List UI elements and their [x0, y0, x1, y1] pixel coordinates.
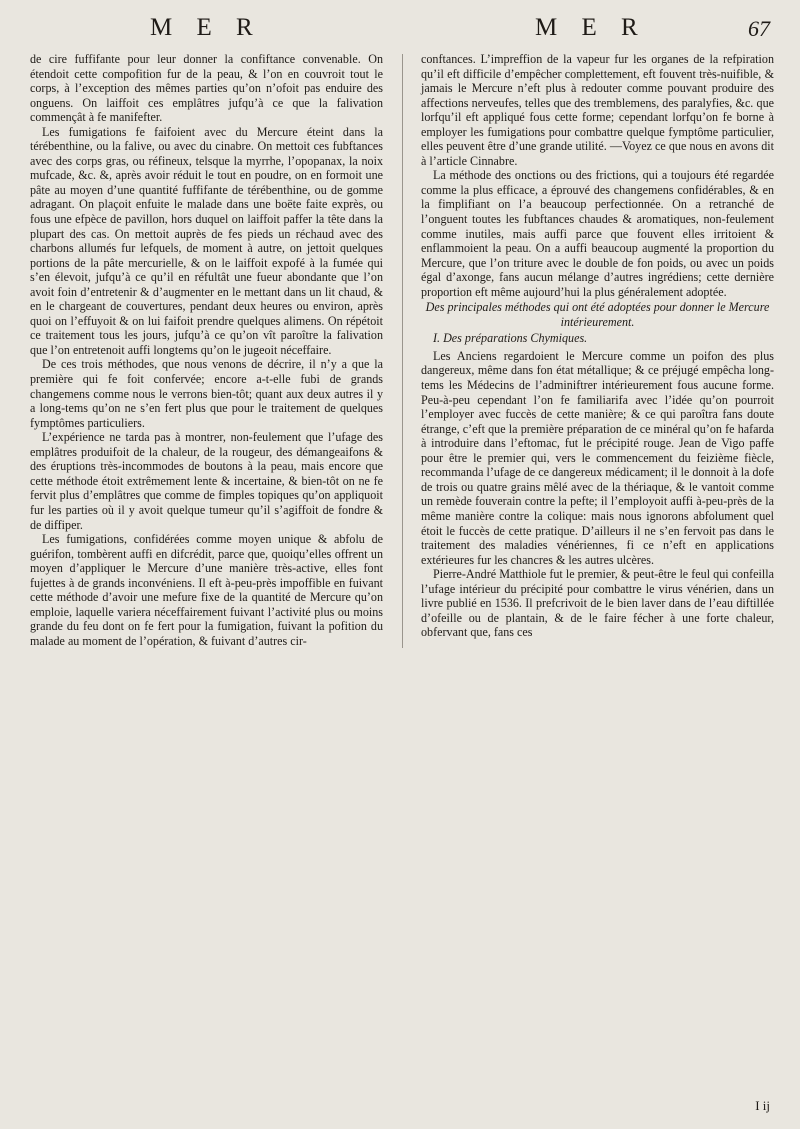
paragraph: de cire fuffifante pour leur donner la confiftance convenable. On étendoit cette compofition fur de la peau, & l’on en couvroit tout le corps, à l’exception des mêmes parties qu’on n’ofoit pas enduire des onguens. On laiffoit ces emplâtres jufqu’à ce que la falivation commençât à fe manifefter. [30, 52, 383, 125]
paragraph: Les Anciens regardoient le Mercure comme un poifon des plus dangereux, même dans fon état métallique; & ce préjugé empêcha long-tems les Médecins de l’adminiftrer intérieurement fous aucune forme. Peu-à-peu cependant l’on fe familiarifa avec l’idée qu’on pourroit l’employer avec fuccès de cette manière; & ce qui paroîtra fans doute étrange, c’eft que la première préparation de ce minéral qu’on fe hafarda à introduire dans l’eftomac, fut le précipité rouge. Jean de Vigo paffe pour être le premier qui, vers le commencement du feizième fiècle, recommanda l’ufage de ce dangereux médicament; il le donnoit à la dofe de trois ou quatre grains mêlé avec de la thériaque, & le vantoit comme un remède fouverain contre la pefte; il l’employoit auffi à-peu-près de la même manière contre la colique: mais nous ignorons abfolument quel étoit le fuccès de cette pratique. D’ailleurs il ne s’en fervoit pas dans le traitement des maladies vénériennes, fi ce n’eft en applications extérieures fur les chancres & les autres ulcères. [421, 348, 774, 567]
two-column-body [30, 52, 774, 648]
left-column [30, 52, 383, 648]
paragraph: De ces trois méthodes, que nous venons de décrire, il n’y a que la première qui fe foit confervée; encore a-t-elle fubi de grands changemens comme nous le verrons bien-tôt; quant aux deux autres il y a long-tems qu’on ne s’en fert plus que pour le traitement de quelques fymptômes particuliers. [30, 357, 383, 430]
paragraph: La méthode des onctions ou des frictions, qui a toujours été regardée comme la plus efficace, a éprouvé des changemens confidérables, & en la fimplifiant on l’a beaucoup perfectionnée. On a retranché de l’onguent toutes les fubftances chaudes & aromatiques, non-feulement comme inutiles, mais auffi parce que fouvent elles irritoient & enflammoient la peau. On a auffi beaucoup augmenté la proportion du Mercure, que l’on triture avec le double de fon poids, ou avec un poids égal d’axonge, fans aucun mélange d’autres ingrédiens; cette dernière proportion eft même aujourd’hui la plus généralement adoptée. [421, 168, 774, 299]
paragraph: Les fumigations, confidérées comme moyen unique & abfolu de guérifon, tombèrent auffi en difcrédit, parce que, quoiqu’elles offrent un moyen d’appliquer le Mercure d’une manière très-active, elles font fujettes à de grands inconvéniens. Il eft à-peu-près impoffible en fuivant cette méthode d’avoir une mefure fixe de la quantité de Mercure qu’on emploie, laquelle variera néceffairement fuivant l’activité plus ou moins grande du feu dont on fe fert pour la fumigation, fuivant la pofition du malade au moment de l’opération, & fuivant d’autres cir- [30, 532, 383, 648]
paragraph: conftances. L’impreffion de la vapeur fur les organes de la refpiration qu’il eft difficile d’empêcher complettement, eft fouvent très-nuifible, & jamais le Mercure n’eft plus à redouter comme pouvant produire des affections nerveufes, telles que des tremblemens, des paralyfies, &c. que lorfqu’il eft appliqué fous cette forme; cependant lorfqu’on fe borne à employer les fumigations pour combattre quelque fymptôme particulier, elles peuvent être d’une grande utilité. —Voyez ce que nous en avons dit à l’article Cinnabre. [421, 52, 774, 168]
paragraph: Les fumigations fe faifoient avec du Mercure éteint dans la térébenthine, ou la falive, ou avec du cinabre. On mettoit ces fubftances avec des corps gras, ou réfineux, telsque la myrrhe, l’opopanax, la noix mufcade, &c. &, après avoir réduit le tout en poudre, on en formoit une pâte au moyen d’une quantité fuffifante de térébenthine, ou de gomme adragant. On plaçoit enfuite le malade dans une boëte faite exprès, ou fous une efpèce de pavillon, hors duquel on laiffoit paffer la tête dans la plupart des cas. On mettoit auprès de fes pieds un réchaud avec des charbons allumés fur lefquels, de moment à autre, on jettoit quelques portions de la pâte mercurielle, & on le laiffoit expofé à la fumée qui s’en élevoit, jufqu’à ce qu’il en réfultât une fueur abondante que l’on avoit foin d’entretenir & d’augmenter en le mettant dans un lit chaud, & en le chargeant de couvertures, pendant deux heures ou environ, après quoi on l’effuyoit & on lui faifoit prendre quelques alimens. On répétoit ce traitement tous les jours, jufqu’à ce qu’on vît paroître la falivation que l’on entretenoit auffi longtems qu’on le jugeoit néceffaire. [30, 124, 383, 357]
page-number: 67 [748, 16, 770, 41]
paragraph: L’expérience ne tarda pas à montrer, non-feulement que l’ufage des emplâtres produifoit de la chaleur, de la rougeur, des démangeaifons & des éruptions très-incommodes de boutons à la peau, mais encore que cette méthode étoit extrêmement lente & incertaine, & bien-tôt on ne fe fervit plus d’emplâtres que comme de fimples topiques qu’on appliquoit fur les parties où il y avoit quelque tumeur qu’il s’agiffoit de fondre & de diffiper. [30, 430, 383, 532]
running-head-right: M E R [535, 14, 647, 41]
signature-mark: I ij [755, 1098, 770, 1113]
page-header [30, 14, 774, 52]
right-column [421, 52, 774, 648]
running-head-left: M E R [150, 14, 262, 41]
paragraph: Pierre-André Matthiole fut le premier, & peut-être le feul qui confeilla l’ufage intérieur du précipité pour combattre le virus vénérien, dans un livre publié en 1536. Il prefcrivoit de le bien laver dans de l’eau diftillée d’ofeille ou de plantain, & de le faire fécher à une forte chaleur, obfervant que, fans ces [421, 567, 774, 640]
section-heading: I. Des préparations Chymiques. [433, 331, 588, 346]
section-subheading: Des principales méthodes qui ont été adoptées pour donner le Mercure intérieurement. [425, 300, 770, 329]
column-divider [402, 54, 403, 648]
